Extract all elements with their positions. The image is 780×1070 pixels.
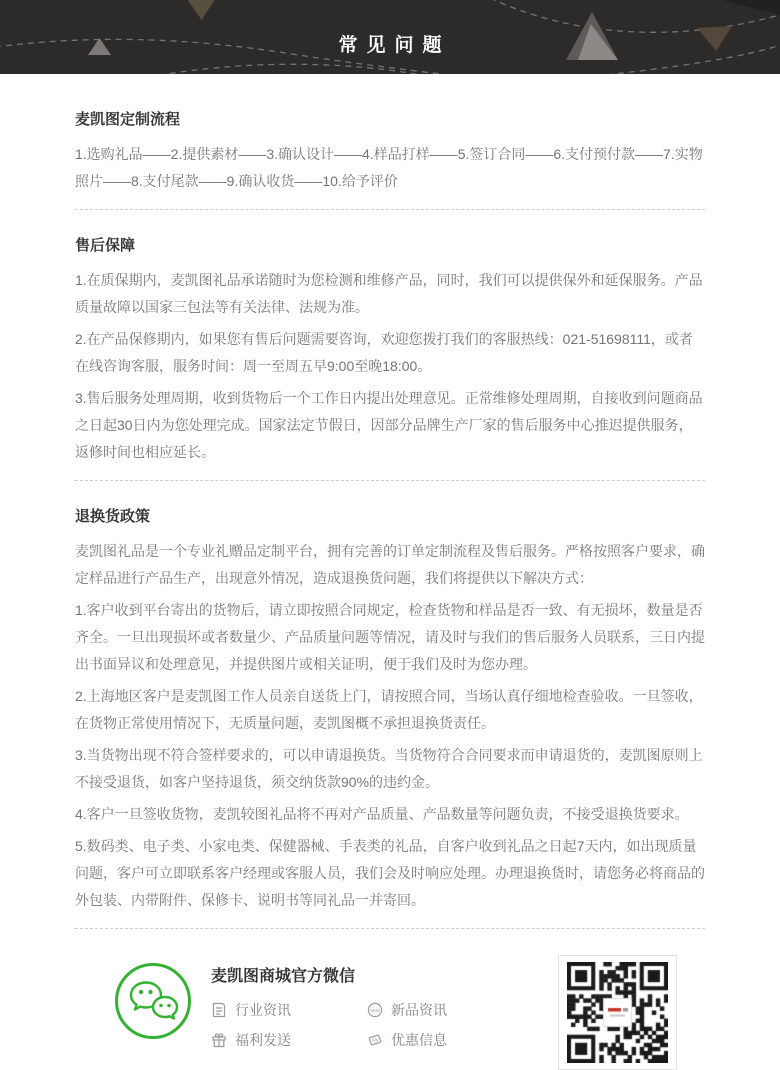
section-custom-process — [75, 108, 705, 195]
paragraph: 麦凯图礼品是一个专业礼赠品定制平台，拥有完善的订单定制流程及售后服务。严格按照客户要求，确定样品进行产品生产，出现意外情况，造成退换货问题，我们将提供以下解决方式： — [75, 543, 705, 586]
faq-content — [0, 74, 780, 1070]
svg-text:NEW: NEW — [370, 1008, 380, 1013]
paragraph: 3.当货物出现不符合签样要求的，可以申请退换货。当货物符合合同要求而申请退货的，麦凯图原则上不接受退货，如客户坚持退货，须交纳货款90%的违约金。 — [75, 747, 703, 790]
feature-industry-news — [211, 1000, 329, 1020]
qr-code-canvas — [567, 962, 668, 1063]
feature-label: 新品资讯 — [391, 1002, 447, 1018]
feature-label: 优惠信息 — [391, 1032, 447, 1048]
section-after-sales — [75, 234, 705, 466]
dashed-divider — [75, 209, 705, 210]
feature-discount-info — [367, 1030, 447, 1050]
feature-label: 行业资讯 — [235, 1002, 291, 1018]
dashed-divider — [75, 480, 705, 481]
dashed-divider — [75, 928, 705, 929]
paragraph: 3.售后服务处理周期，收到货物后一个工作日内提出处理意见。正常维修处理周期，自接收到问题商品之日起30日内为您处理完成。国家法定节假日，因部分品牌生产厂家的售后服务中心推迟提供服务，返修时间也相应延长。 — [75, 390, 703, 460]
paragraph: 1.客户收到平台寄出的货物后，请立即按照合同规定，检查货物和样品是否一致、有无损坏，数量是否齐全。一旦出现损坏或者数量少、产品质量问题等情况，请及时与我们的售后服务人员联系，三日内提出书面异议和处理意见，并提供图片或相关证明，便于我们及时为您办理。 — [75, 602, 705, 672]
new-icon — [367, 1002, 383, 1018]
paragraph: 2.上海地区客户是麦凯图工作人员亲自送货上门，请按照合同，当场认真仔细地检查验收。一旦签收，在货物正常使用情况下，无质量问题，麦凯图概不承担退换货责任。 — [75, 688, 703, 731]
feature-new-products — [367, 1000, 447, 1020]
qr-code — [558, 955, 677, 1070]
svg-text:%: % — [371, 1036, 380, 1046]
news-icon — [211, 1002, 227, 1018]
wechat-footer — [75, 953, 705, 1070]
paragraph: 2.在产品保修期内，如果您有售后问题需要咨询，欢迎您拨打我们的客服热线：021-51698111，或者在线咨询客服，服务时间：周一至周五早9:00至晚18:00。 — [75, 331, 693, 374]
wechat-info — [211, 955, 447, 1050]
page-header — [0, 0, 780, 74]
wechat-icon — [113, 961, 193, 1041]
wechat-feature-grid — [211, 1000, 447, 1050]
section-title: 麦凯图定制流程 — [75, 111, 181, 128]
page-title: 常见问题 — [338, 35, 451, 56]
wechat-account-title: 麦凯图商城官方微信 — [211, 968, 356, 985]
section-title: 售后保障 — [75, 237, 136, 254]
gift-icon — [211, 1032, 227, 1048]
paragraph: 4.客户一旦签收货物，麦凯较图礼品将不再对产品质量、产品数量等问题负责，不接受退换货要求。 — [75, 806, 689, 822]
paragraph: 1.在质保期内，麦凯图礼品承诺随时为您检测和维修产品，同时，我们可以提供保外和延保服务。产品质量故障以国家三包法等有关法律、法规为准。 — [75, 272, 703, 315]
paragraph: 5.数码类、电子类、小家电类、保健器械、手表类的礼品，自客户收到礼品之日起7天内，如出现质量问题，客户可立即联系客户经理或客服人员，我们会及时响应处理。办理退换货时，请您务必将商品的外包装、内带附件、保修卡、说明书等同礼品一并寄回。 — [75, 838, 705, 908]
feature-label: 福利发送 — [235, 1032, 291, 1048]
section-return-policy — [75, 505, 705, 914]
section-title: 退换货政策 — [75, 508, 151, 525]
process-steps: 1.选购礼品——2.提供素材——3.确认设计——4.样品打样——5.签订合同——6.支付预付款——7.实物照片——8.支付尾款——9.确认收货——10.给予评价 — [75, 146, 703, 189]
feature-benefits — [211, 1030, 329, 1050]
coupon-icon — [367, 1032, 383, 1048]
